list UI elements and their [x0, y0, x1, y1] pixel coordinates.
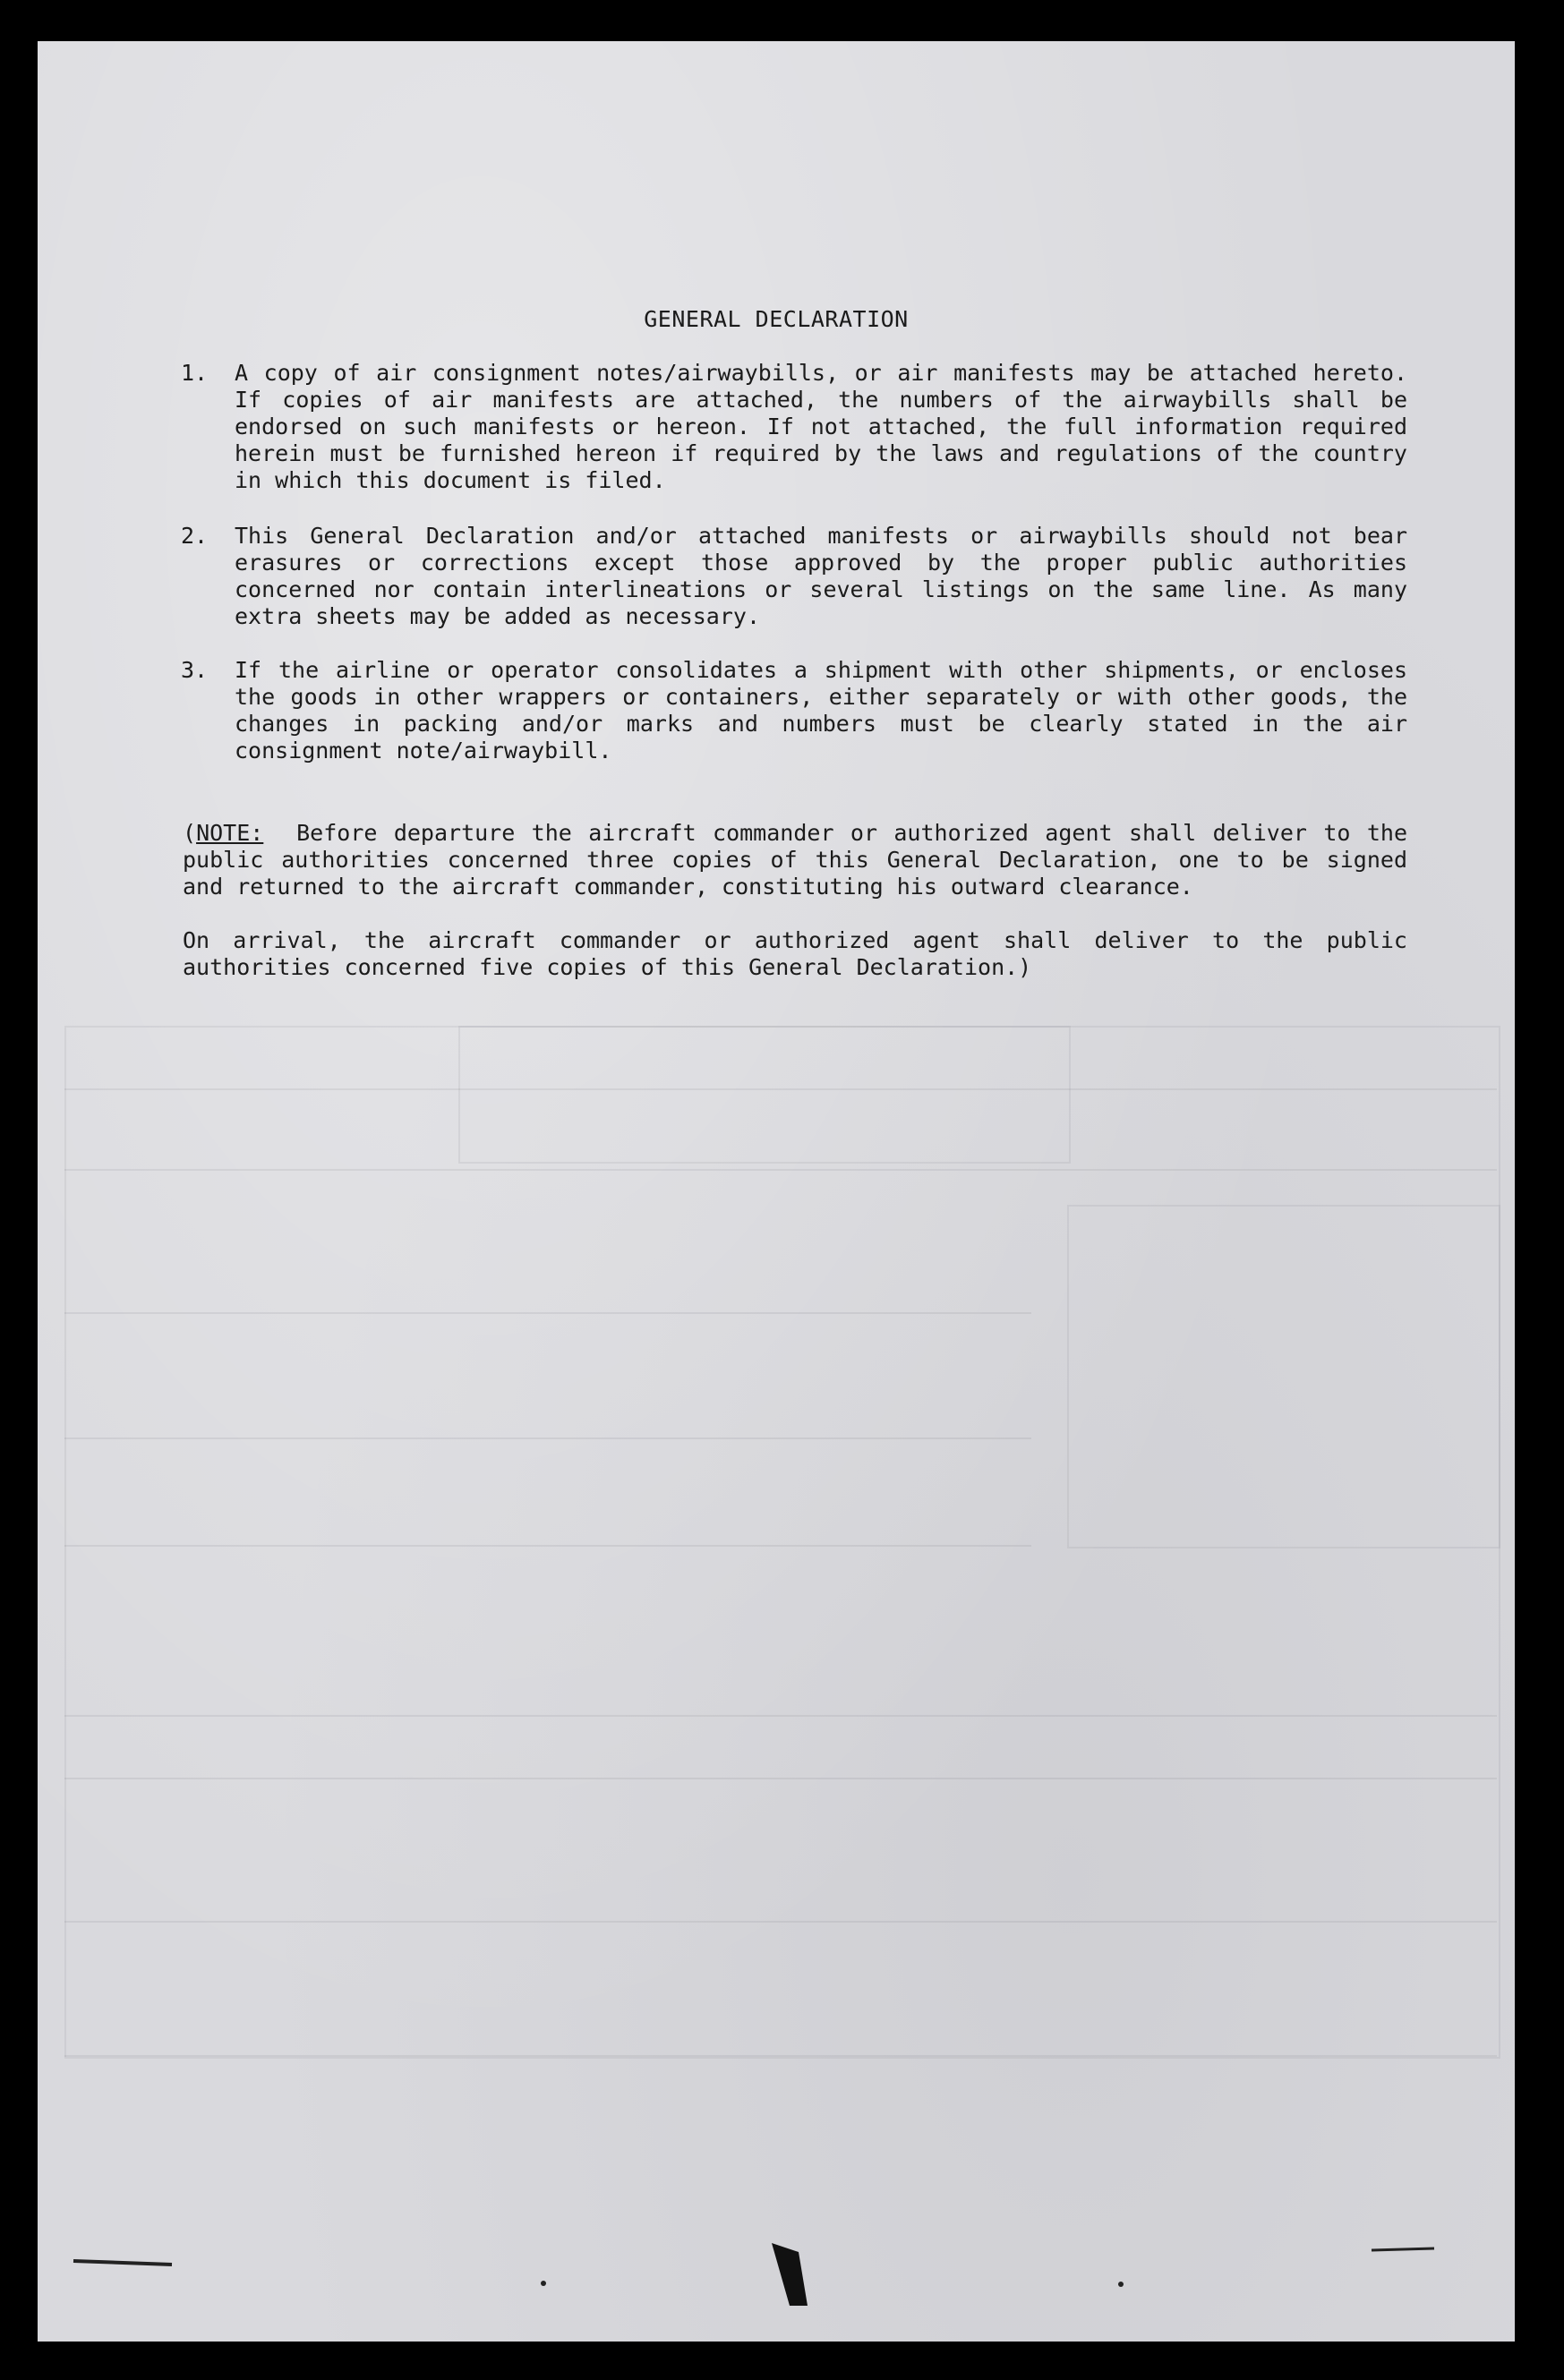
instruction-item-1: [181, 360, 1407, 494]
document-page: [38, 41, 1515, 2342]
scan-speck: [541, 2281, 546, 2286]
item-text: A copy of air consignment notes/airwaybills, or air manifests may be attached hereto. If copies of air manifests are attached, the numbers of the airwaybills shall be endorsed on such manifests or hereon. If not attached, the full information required herein must be furnished hereon if required by the laws and regulations of the country in which this document is filed.: [235, 360, 1407, 493]
item-number: 2.: [181, 523, 209, 549]
item-text: If the airline or operator consolidates a shipment with other shipments, or encloses the goods in other wrappers or containers, either separately or with other goods, the changes in packing and/or marks and numbers must be clearly stated in the air consignment note/airwaybill.: [235, 657, 1407, 763]
scan-speck: [73, 2261, 172, 2265]
note-label: NOTE:: [196, 820, 264, 846]
scan-speck: [772, 2243, 808, 2306]
arrival-note: On arrival, the aircraft commander or authorized agent shall deliver to the public authorities concerned five copies of this General Declaration.): [183, 927, 1407, 980]
instruction-item-3: [181, 657, 1407, 764]
scan-edge-marks: [38, 2234, 1515, 2306]
document-title: GENERAL DECLARATION: [644, 306, 909, 332]
item-number: 1.: [181, 360, 209, 386]
item-text: This General Declaration and/or attached manifests or airwaybills should not bear erasures or corrections except those approved by the proper public authorities concerned nor contain interlineations or several listings on the same line. As many extra sheets may be added as necessary.: [235, 523, 1407, 629]
document-text: [38, 41, 1515, 2342]
departure-note: (NOTE: Before departure the aircraft commander or authorized agent shall deliver to the public authorities concerned three copies of this General Declaration, one to be signed and returned to the aircraft commander, constituting his outward clearance.: [183, 820, 1407, 900]
note-text: Before departure the aircraft commander or authorized agent shall deliver to the public authorities concerned three copies of this General Declaration, one to be signed and returned to the aircraft commander, constituting his outward clearance.: [183, 820, 1407, 900]
scan-speck: [1118, 2282, 1124, 2287]
item-number: 3.: [181, 657, 209, 683]
instruction-item-2: [181, 523, 1407, 630]
scan-speck: [1372, 2248, 1434, 2250]
